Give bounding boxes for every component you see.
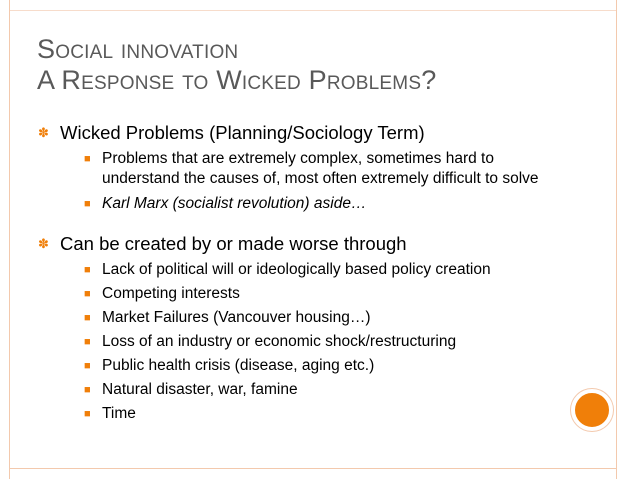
sub-bullet [38,404,578,424]
square-bullet-icon: ■ [84,408,91,420]
slide-title [37,34,577,96]
title-line-1: Social innovation [37,34,239,64]
square-bullet-icon: ■ [84,198,91,210]
sub-bullet-text: Loss of an industry or economic shock/restructuring [102,333,457,350]
section-gap [38,214,578,232]
sub-bullet [38,380,578,400]
sub-bullet-text-cont: understand the causes of, most often extremely difficult to solve [102,170,539,187]
sub-bullet-text: Problems that are extremely complex, sometimes hard to [102,150,494,167]
slide-frame-top [10,10,616,11]
slide-frame-left [0,0,10,479]
bullet-created-by [38,232,578,255]
title-line-2: A Response to Wicked Problems? [37,65,437,95]
sub-bullet-text: Karl Marx (socialist revolution) aside… [102,195,367,212]
sub-bullet-text: Market Failures (Vancouver housing…) [102,309,371,326]
sub-bullet [38,356,578,376]
square-bullet-icon: ■ [84,288,91,300]
bullet-icon: ✽ [38,236,49,251]
square-bullet-icon: ■ [84,312,91,324]
sub-bullet [38,284,578,304]
sub-bullet [38,194,578,214]
slide-content [38,121,578,424]
sub-bullet [38,308,578,328]
sub-bullet-text: Natural disaster, war, famine [102,381,298,398]
bullet-heading: Can be created by or made worse through [60,233,407,254]
sub-bullet-text: Public health crisis (disease, aging etc.) [102,357,375,374]
sub-bullet [38,149,578,189]
square-bullet-icon: ■ [84,153,91,165]
square-bullet-icon: ■ [84,336,91,348]
sub-bullet-text: Time [102,405,136,422]
sub-bullet-text: Competing interests [102,285,240,302]
sub-bullet [38,332,578,352]
slide-frame-bottom [10,468,616,469]
sub-bullet-text: Lack of political will or ideologically based policy creation [102,261,491,278]
square-bullet-icon: ■ [84,264,91,276]
square-bullet-icon: ■ [84,360,91,372]
bullet-heading: Wicked Problems (Planning/Sociology Term) [60,122,425,143]
square-bullet-icon: ■ [84,384,91,396]
bullet-wicked-problems [38,121,578,144]
bullet-icon: ✽ [38,125,49,140]
sub-bullet [38,260,578,280]
slide-frame-right [616,0,626,479]
